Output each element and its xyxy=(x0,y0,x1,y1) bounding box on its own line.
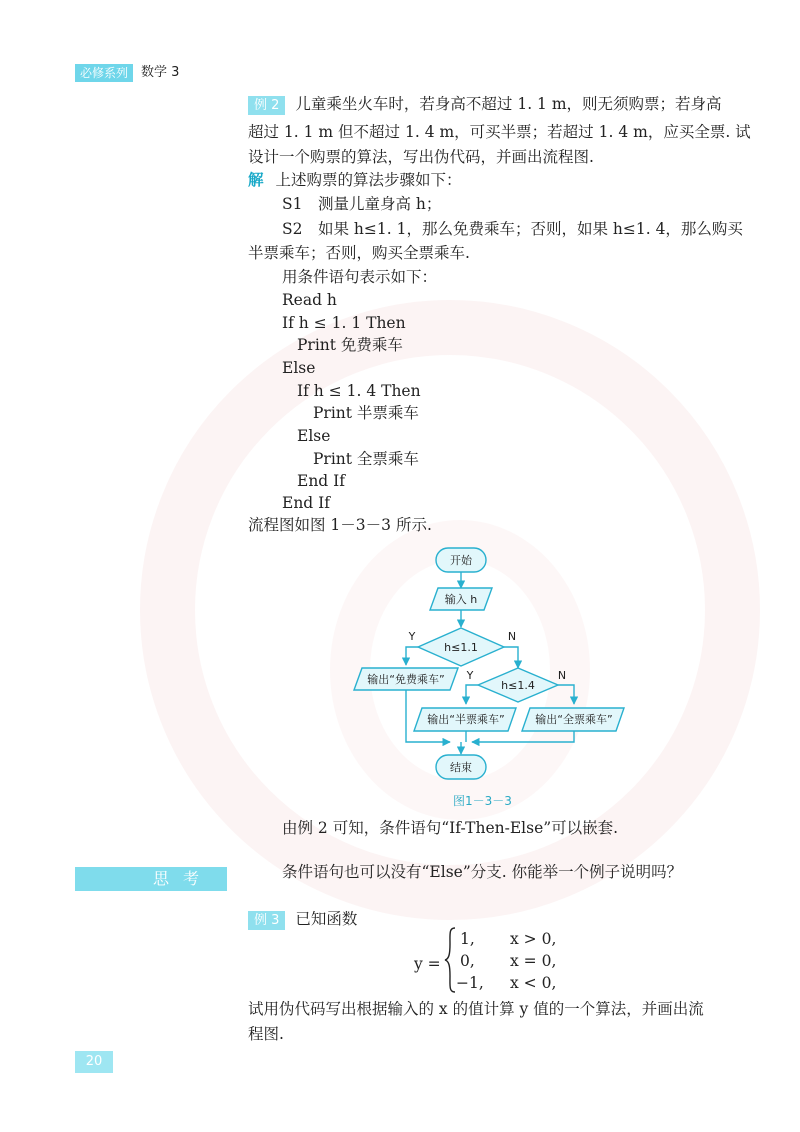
example3-tag: 例 3 xyxy=(248,911,285,930)
step-s2-line1: S2 如果 h≤1. 1，那么免费乘车；否则，如果 h≤1. 4，那么购买 xyxy=(282,220,743,238)
case-condition: x > 0, xyxy=(510,930,557,948)
example2-line2: 超过 1. 1 m 但不超过 1. 4 m，可买半票；若超过 1. 4 m，应买全票. 试 xyxy=(248,123,751,141)
solution-intro-text: 上述购票的算法步骤如下： xyxy=(275,171,462,189)
think-text: 条件语句也可以没有“Else”分支. 你能举一个例子说明吗？ xyxy=(282,863,683,881)
code-line: Print 半票乘车 xyxy=(313,404,419,422)
example2-tag: 例 2 xyxy=(248,96,285,115)
example3-intro-line xyxy=(248,908,357,930)
flow-decision-1-label: h≤1.1 xyxy=(444,641,478,654)
series-badge: 必修系列 xyxy=(75,64,133,82)
step-s1: S1 测量儿童身高 h； xyxy=(282,195,442,213)
solution-label: 解 xyxy=(248,170,264,189)
conditional-intro: 用条件语句表示如下： xyxy=(282,268,438,286)
think-heading: 思考 xyxy=(75,867,227,891)
code-line: If h ≤ 1. 4 Then xyxy=(297,382,421,400)
case-value: 1, xyxy=(460,930,475,948)
example3-question-line2: 程图. xyxy=(248,1025,284,1043)
code-line: End If xyxy=(297,472,346,490)
example3-intro: 已知函数 xyxy=(295,910,358,928)
flowchart-reference: 流程图如图 1－3－3 所示. xyxy=(248,516,432,534)
nesting-note: 由例 2 可知，条件语句“If-Then-Else”可以嵌套. xyxy=(282,819,619,837)
book-title: 数学 3 xyxy=(141,65,180,80)
example2-text1: 儿童乘坐火车时，若身高不超过 1. 1 m，则无须购票；若身高 xyxy=(295,95,722,113)
code-line: Print 全票乘车 xyxy=(313,450,419,468)
flow-output-half-label: 输出“半票乘车” xyxy=(427,713,505,726)
code-line: Else xyxy=(297,427,331,445)
example2-line1 xyxy=(248,93,722,115)
case-value: 0, xyxy=(460,952,475,970)
page-number: 20 xyxy=(75,1051,113,1073)
example2-line3: 设计一个购票的算法，写出伪代码，并画出流程图. xyxy=(248,148,594,166)
flow-start-label: 开始 xyxy=(450,554,472,567)
flow-output-full-label: 输出“全票乘车” xyxy=(535,713,613,726)
figure-caption: 图1－3－3 xyxy=(453,794,512,808)
code-line: Read h xyxy=(282,291,337,309)
flow-end-label: 结束 xyxy=(450,761,472,774)
flow-input-label: 输入 h xyxy=(444,593,478,606)
flow-yes-label: Y xyxy=(408,630,416,643)
example3-question-line1: 试用伪代码写出根据输入的 x 的值计算 y 值的一个算法，并画出流 xyxy=(248,1000,704,1018)
flowchart xyxy=(340,540,640,790)
flow-output-free-label: 输出“免费乘车” xyxy=(367,673,445,686)
case-condition: x = 0, xyxy=(510,952,557,970)
flow-no-label: N xyxy=(557,669,567,682)
flow-decision-2-label: h≤1.4 xyxy=(501,679,535,692)
code-line: Print 免费乘车 xyxy=(297,336,403,354)
code-line: End If xyxy=(282,494,331,512)
code-line: If h ≤ 1. 1 Then xyxy=(282,314,406,332)
flow-yes-label: Y xyxy=(466,669,474,682)
code-line: Else xyxy=(282,359,316,377)
flow-no-label: N xyxy=(507,630,517,643)
case-value: −1, xyxy=(456,974,484,992)
brace-icon xyxy=(443,926,457,994)
solution-intro xyxy=(248,169,462,191)
function-lhs: y = xyxy=(414,955,441,973)
case-condition: x < 0, xyxy=(510,974,557,992)
step-s2-line2: 半票乘车；否则，购买全票乘车. xyxy=(248,244,470,262)
